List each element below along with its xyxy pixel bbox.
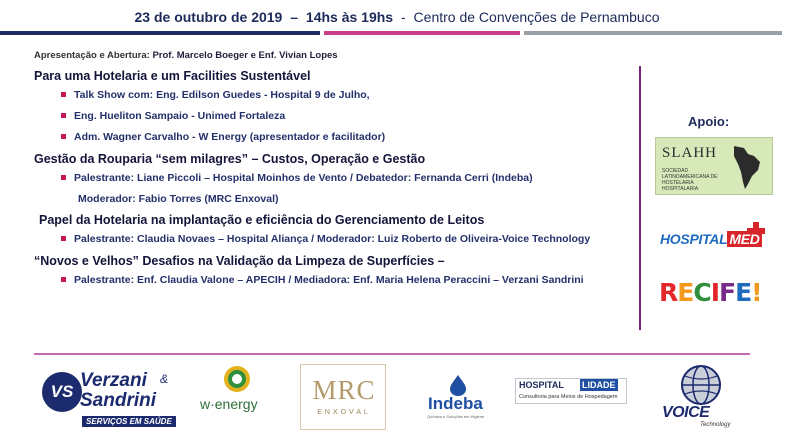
header-separator: - [400, 9, 406, 25]
agenda-item [34, 89, 644, 101]
hl-sub: Consultoria para Meios de Hospedagem [519, 394, 618, 400]
agenda-item [34, 110, 644, 122]
magenta-bar [324, 31, 520, 35]
item-text: Palestrante: Enf. Claudia Valone – APECIH / Mediadora: Enf. Maria Helena Peraccini – Verzani Sandrini [74, 274, 584, 286]
hl-text-b: LIDADE [582, 380, 616, 390]
recife-letter: I [710, 278, 720, 307]
mrc-enxoval-logo [300, 364, 386, 430]
latin-america-map-icon [730, 144, 764, 190]
apoio-label: Apoio: [688, 114, 730, 129]
agenda-item [34, 233, 644, 245]
bullet-icon [61, 236, 66, 241]
mrc-text: MRC [312, 375, 376, 405]
bullet-icon [61, 134, 66, 139]
vs-word1: Verzani [80, 370, 147, 391]
header-dash: – [290, 9, 299, 25]
item-text: Eng. Hueliton Sampaio - Unimed Fortaleza [74, 110, 286, 122]
hospitalmed-b: MED [729, 231, 760, 247]
item-text: Talk Show com: Eng. Edilson Guedes - Hospital 9 de Julho, [74, 89, 370, 101]
item-text: Palestrante: Claudia Novaes – Hospital Aliança / Moderador: Luiz Roberto de Oliveira-Voice Technology [74, 233, 591, 245]
vs-circle: VS [42, 372, 82, 412]
agenda-item [34, 131, 644, 143]
hospitalmed-text [660, 231, 762, 247]
bullet-icon [61, 175, 66, 180]
vertical-divider [639, 66, 641, 330]
section-title-limpeza: “Novos e Velhos” Desafios na Validação da Limpeza de Superfícies – [34, 254, 445, 268]
recife-letter: C [693, 278, 711, 307]
drop-icon [447, 374, 469, 396]
wenergy-text: w·energy [200, 396, 258, 412]
globe-icon [680, 364, 722, 406]
vs-amp: & [160, 372, 169, 386]
opening-label: Apresentação e Abertura: [34, 50, 150, 61]
bullet-icon [61, 92, 66, 97]
header-color-bars [0, 31, 794, 37]
voice-sub: Technology [700, 422, 731, 428]
navy-bar [0, 31, 320, 35]
hl-text-a: HOSPITAL [519, 380, 564, 390]
sponsor-logos [0, 362, 794, 442]
recife-letter: F [719, 278, 736, 307]
energy-ring-icon [222, 364, 252, 394]
event-time: 14hs às 19hs [305, 9, 394, 25]
footer-divider [34, 353, 750, 355]
bullet-icon [61, 277, 66, 282]
moderator-line: Moderador: Fabio Torres (MRC Enxoval) [78, 193, 279, 205]
slahh-name: SLAHH [662, 145, 718, 161]
agenda-item [34, 172, 644, 184]
recife-letter: E [677, 278, 694, 307]
event-venue: Centro de Convenções de Pernambuco [413, 9, 660, 25]
indeba-text: Indeba [428, 394, 483, 413]
recife-letter: ! [751, 278, 762, 307]
event-date: 23 de outubro de 2019 [134, 9, 283, 25]
recife-letter: R [659, 278, 678, 307]
indeba-sub: Química e Soluções em Higiene [427, 414, 485, 419]
wenergy-logo [200, 364, 276, 434]
voice-technology-logo [658, 364, 742, 436]
item-text: Adm. Wagner Carvalho - W Energy (apresentador e facilitador) [74, 131, 386, 143]
opening-line [34, 50, 644, 61]
hospitalmed-a: HOSPITAL [660, 231, 728, 247]
recife-logo [659, 277, 777, 309]
vs-word2: Sandrini [80, 390, 157, 411]
indeba-logo [425, 374, 495, 434]
hospitalidade-logo [515, 378, 627, 404]
item-text: Palestrante: Liane Piccoli – Hospital Moinhos de Vento / Debatedor: Fernanda Cerri (Indeba) [74, 172, 533, 184]
mrc-sub: ENXOVAL [317, 409, 371, 416]
event-header [0, 9, 794, 25]
agenda [34, 50, 644, 295]
slahh-subtitle: SOCIEDAD LATINOAMERICANA DE HOSTELARIA HOSPITALARIA [662, 168, 718, 192]
bullet-icon [61, 113, 66, 118]
voice-text: VOICE [662, 404, 710, 421]
opening-names: Prof. Marcelo Boeger e Enf. Vivian Lopes [152, 50, 338, 61]
section-title-rouparia: Gestão da Rouparia “sem milagres” – Custos, Operação e Gestão [34, 152, 426, 166]
recife-letter: E [735, 278, 752, 307]
verzani-sandrini-logo [42, 370, 182, 436]
section-title-sustainable: Para uma Hotelaria e um Facilities Sustentável [34, 69, 311, 83]
section-title-leitos: Papel da Hotelaria na implantação e eficiência do Gerenciamento de Leitos [39, 213, 485, 227]
agenda-item [34, 274, 644, 286]
vs-tag: SERVIÇOS EM SAÚDE [82, 416, 176, 427]
slahh-logo [655, 137, 773, 195]
hospitalmed-logo [660, 221, 780, 253]
grey-bar [524, 31, 782, 35]
